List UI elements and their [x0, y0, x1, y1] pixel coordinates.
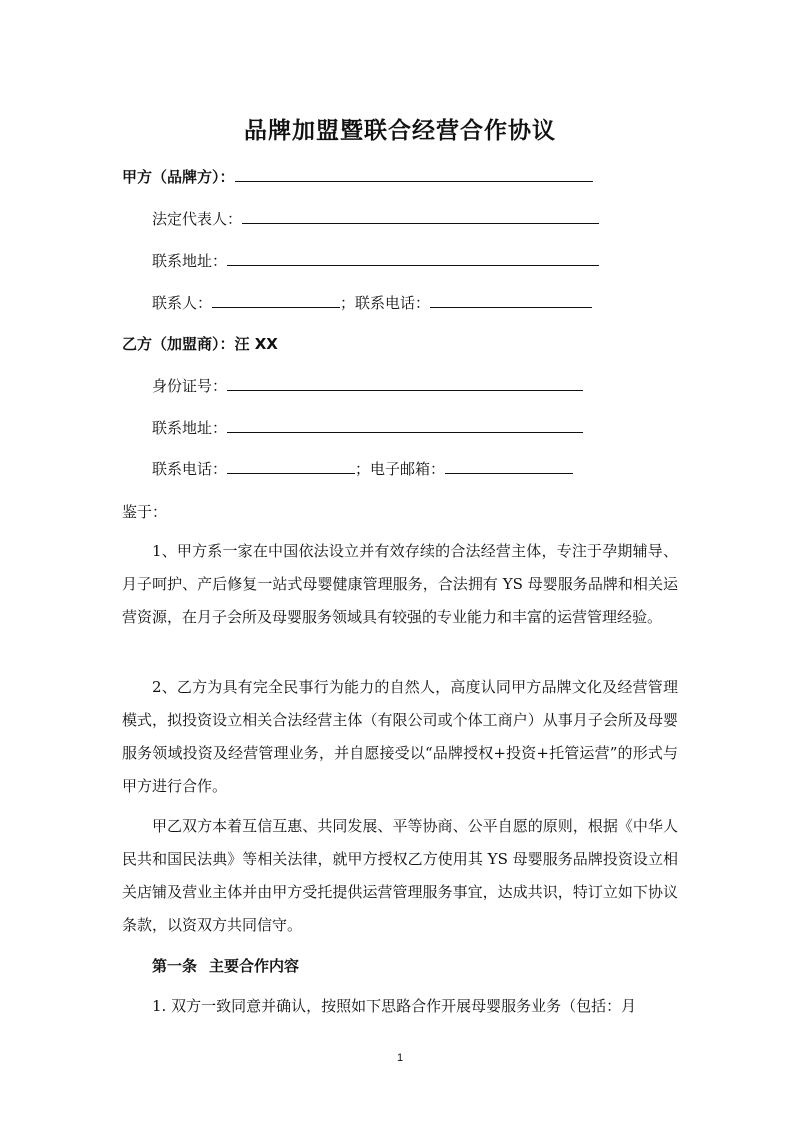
party-a-legal-rep-label: 法定代表人：: [152, 210, 243, 228]
party-a-label: 甲方（品牌方）：: [122, 168, 235, 186]
party-b-label: 乙方（加盟商）：汪 XX: [122, 335, 278, 353]
party-b-address-row: [152, 418, 583, 438]
document-title: 品牌加盟暨联合经营合作协议: [244, 118, 556, 144]
clause-1-text: 1. 双方一致同意并确认，按照如下思路合作开展母婴服务业务（包括：月: [152, 997, 637, 1015]
party-b-id-label: 身份证号：: [152, 377, 228, 395]
whereas-heading: 鉴于：: [122, 503, 168, 521]
page-number: 1: [396, 1052, 404, 1064]
whereas-paragraph-2: 2、乙方为具有完全民事行为能力的自然人，高度认同甲方品牌文化及经营管理模式，拟投资设立相关合法经营主体（有限公司或个体工商户）从事月子会所及母婴服务领域投资及经营管理业务，并自愿接受以“品牌授权+投资+托管运营”的形式与甲方进行合作。: [122, 678, 678, 795]
party-b-email-blank: [445, 459, 573, 474]
party-b-phone-blank: [227, 459, 355, 474]
party-a-contact-label: 联系人：: [152, 294, 213, 312]
article-1-title: 主要合作内容: [209, 957, 300, 975]
party-a-phone-blank: [430, 293, 592, 308]
party-a-row: [122, 167, 593, 187]
party-b-email-label: ；电子邮箱：: [355, 460, 446, 478]
party-a-phone-label: ；联系电话：: [340, 294, 431, 312]
preamble-paragraph: 甲乙双方本着互信互惠、共同发展、平等协商、公平自愿的原则，根据《中华人民共和国民法典》等相关法律，就甲方授权乙方使用其 YS 母婴服务品牌投资设立相关店铺及营业主体并由甲方受托提供运营管理服务事宜，达成共识，特订立如下协议条款，以资双方共同信守。: [122, 817, 678, 934]
party-a-name-blank: [235, 167, 593, 182]
party-b-address-blank: [227, 418, 583, 433]
party-b-contact-row: [152, 459, 573, 479]
whereas-paragraph-1: 1、甲方系一家在中国依法设立并有效存续的合法经营主体，专注于孕期辅导、月子呵护、产后修复一站式母婴健康管理服务，合法拥有 YS 母婴服务品牌和相关运营资源，在月子会所及母婴服务领域具有较强的专业能力和丰富的运营管理经验。: [122, 542, 678, 626]
party-a-contact-blank: [212, 293, 340, 308]
party-b-id-row: [152, 376, 583, 396]
party-b-address-label: 联系地址：: [152, 419, 228, 437]
party-a-address-label: 联系地址：: [152, 252, 228, 270]
party-a-address-row: [152, 251, 599, 271]
party-a-legal-rep-row: [152, 209, 599, 229]
party-a-address-blank: [227, 251, 599, 266]
party-b-id-blank: [227, 376, 583, 391]
party-a-legal-rep-blank: [242, 209, 599, 224]
article-1-number: 第一条: [152, 957, 198, 975]
article-1-heading: [152, 955, 299, 976]
party-a-contact-row: [152, 293, 592, 313]
party-b-phone-label: 联系电话：: [152, 460, 228, 478]
